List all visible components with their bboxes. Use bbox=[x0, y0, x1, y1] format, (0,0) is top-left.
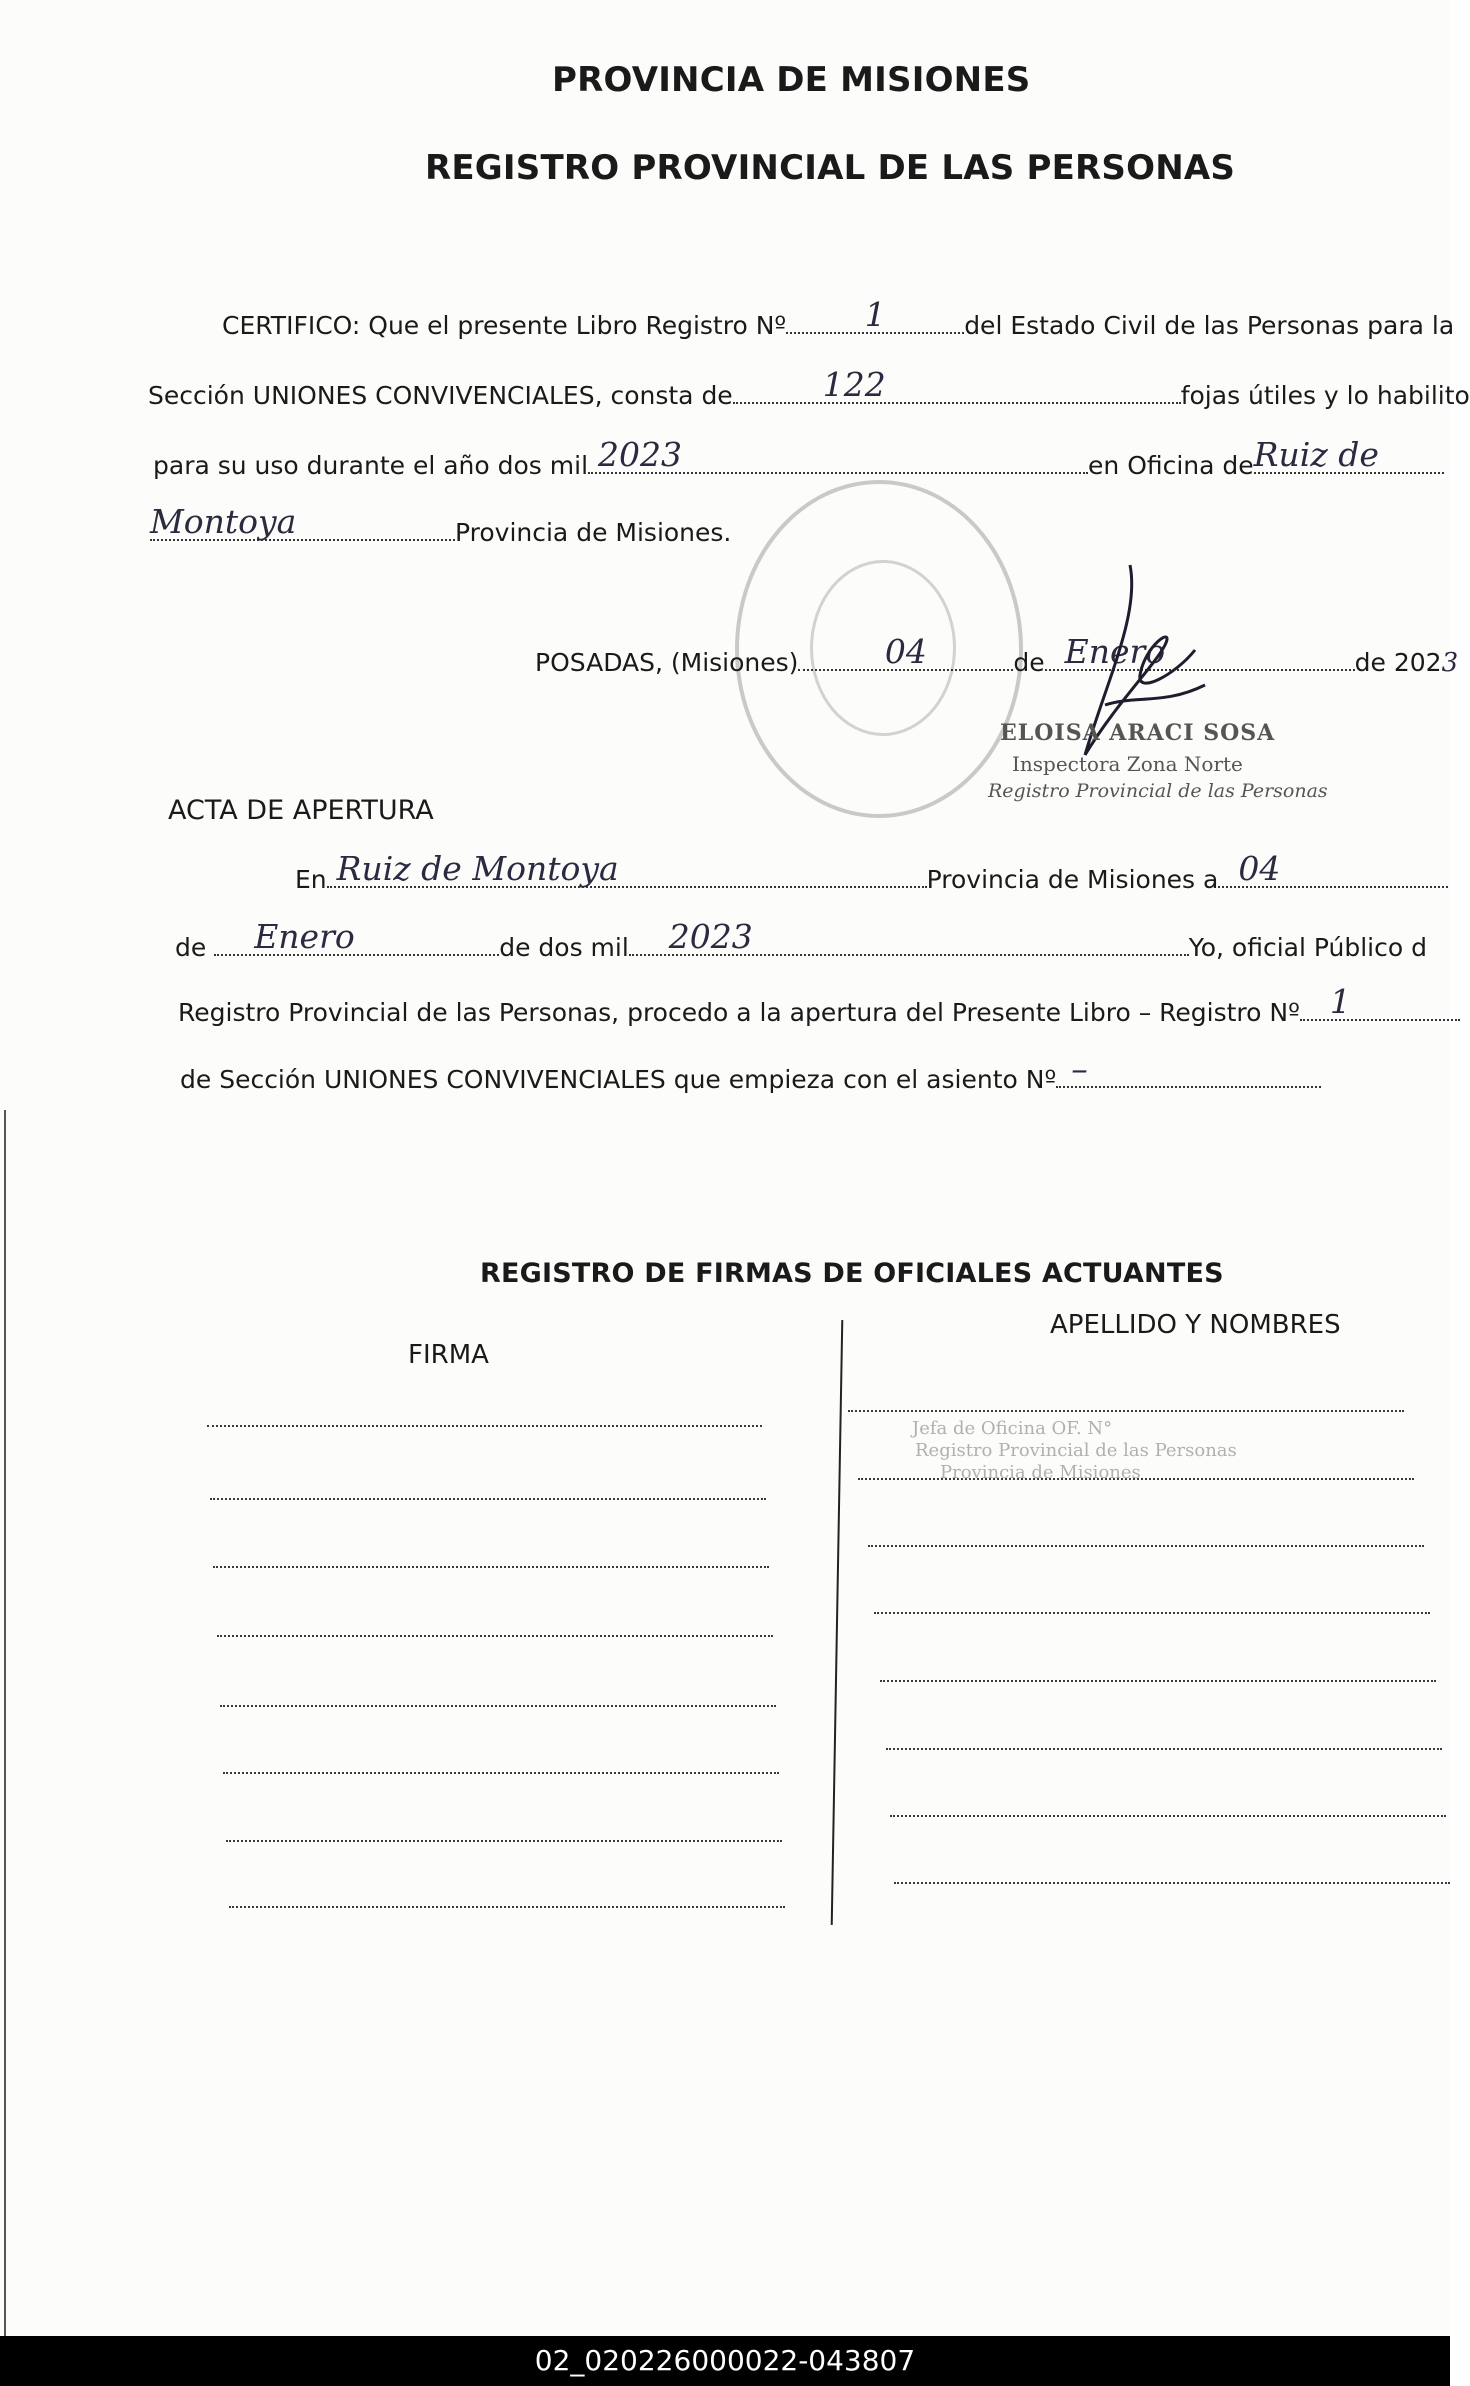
nombre-line bbox=[880, 1680, 1436, 1682]
column-divider bbox=[831, 1320, 844, 1925]
date-line bbox=[535, 632, 1459, 678]
acta-year-field bbox=[629, 917, 1189, 956]
cert-line-2 bbox=[148, 365, 1470, 410]
date-year-value: 3 bbox=[1441, 648, 1459, 678]
firma-line bbox=[229, 1906, 785, 1908]
oficina-value: Ruiz de bbox=[1253, 435, 1379, 474]
firma-line bbox=[213, 1566, 769, 1568]
acta-line-3-text: Registro Provincial de las Personas, procedo a la apertura del Presente Libro – Registro Nº bbox=[178, 998, 1300, 1027]
nombre-line bbox=[868, 1545, 1424, 1547]
scan-footer bbox=[0, 2336, 1450, 2386]
libro-number-field bbox=[786, 295, 964, 334]
cert-line-4 bbox=[150, 502, 732, 547]
faded-stamp-line-3: Provincia de Misiones bbox=[940, 1462, 1141, 1483]
acta-libro-value: 1 bbox=[1329, 982, 1351, 1021]
seal-name: ELOISA ARACI SOSA bbox=[1000, 720, 1276, 746]
acta-asiento-value: – bbox=[1071, 1049, 1088, 1088]
faded-stamp-line-1: Jefa de Oficina OF. N° bbox=[912, 1418, 1113, 1439]
firma-line bbox=[220, 1705, 776, 1707]
acta-place-field bbox=[327, 849, 927, 888]
year-value: 2023 bbox=[598, 435, 682, 474]
cert-line-2-tail: fojas útiles y lo habilito bbox=[1180, 381, 1470, 410]
cert-line-1 bbox=[222, 295, 1455, 340]
page-edge bbox=[4, 1110, 6, 2336]
cert-line-2-text: Sección UNIONES CONVIVENCIALES, consta de bbox=[148, 381, 733, 410]
acta-day-field bbox=[1218, 849, 1448, 888]
fojas-value: 122 bbox=[822, 365, 886, 404]
col-firma: FIRMA bbox=[408, 1340, 489, 1370]
nombre-line bbox=[874, 1612, 1430, 1614]
oficina-field bbox=[1253, 435, 1444, 474]
date-day-value: 04 bbox=[884, 632, 927, 671]
acta-line-1-text: Provincia de Misiones a bbox=[926, 865, 1219, 894]
cert-line-3-tail: en Oficina de bbox=[1088, 451, 1254, 480]
scan-code: 02_020226000022-043807 bbox=[534, 2344, 916, 2377]
cert-line-1-text: CERTIFICO: Que el presente Libro Registro Nº bbox=[222, 311, 787, 340]
date-month-value: Enero bbox=[1064, 632, 1166, 671]
acta-line-1 bbox=[295, 849, 1448, 894]
acta-line-1-en: En bbox=[295, 865, 327, 894]
oficina-cont-value: Montoya bbox=[150, 502, 297, 541]
nombre-line bbox=[894, 1882, 1450, 1884]
seal-title: Inspectora Zona Norte bbox=[1012, 752, 1243, 776]
firma-line bbox=[226, 1840, 782, 1842]
oficina-cont-field bbox=[150, 502, 455, 541]
firma-line bbox=[223, 1772, 779, 1774]
acta-line-2-tail: Yo, oficial Público d bbox=[1188, 933, 1427, 962]
acta-heading: ACTA DE APERTURA bbox=[168, 795, 434, 826]
acta-line-2-text: de dos mil bbox=[499, 933, 629, 962]
firma-line bbox=[210, 1498, 766, 1500]
header-province: PROVINCIA DE MISIONES bbox=[552, 60, 1031, 100]
faded-stamp-line-2: Registro Provincial de las Personas bbox=[915, 1440, 1237, 1461]
acta-year-value: 2023 bbox=[668, 917, 753, 956]
acta-month-value: Enero bbox=[254, 917, 355, 956]
acta-line-2 bbox=[175, 917, 1427, 962]
cert-line-4-tail: Provincia de Misiones. bbox=[455, 518, 732, 547]
acta-line-3 bbox=[178, 982, 1460, 1027]
nombre-line bbox=[890, 1815, 1446, 1817]
date-year-label: de 202 bbox=[1354, 648, 1442, 677]
acta-place-value: Ruiz de Montoya bbox=[336, 849, 619, 888]
nombre-line bbox=[886, 1748, 1442, 1750]
acta-day-value: 04 bbox=[1238, 849, 1281, 888]
seal-org: Registro Provincial de las Personas bbox=[988, 780, 1328, 802]
date-de: de bbox=[1013, 648, 1045, 677]
cert-line-3 bbox=[153, 435, 1444, 480]
signatures-heading: REGISTRO DE FIRMAS DE OFICIALES ACTUANTES bbox=[480, 1258, 1224, 1289]
firma-line bbox=[217, 1635, 773, 1637]
libro-number-value: 1 bbox=[864, 295, 886, 334]
firma-line bbox=[207, 1425, 762, 1427]
acta-asiento-field bbox=[1056, 1049, 1321, 1088]
acta-line-4-text: de Sección UNIONES CONVIVENCIALES que empieza con el asiento Nº bbox=[180, 1065, 1057, 1094]
year-field bbox=[588, 435, 1088, 474]
cert-line-1-tail: del Estado Civil de las Personas para la bbox=[964, 311, 1455, 340]
header-registry: REGISTRO PROVINCIAL DE LAS PERSONAS bbox=[425, 148, 1236, 188]
cert-line-3-text: para su uso durante el año dos mil bbox=[153, 451, 589, 480]
acta-libro-field bbox=[1300, 982, 1460, 1021]
date-day-field bbox=[798, 632, 1013, 671]
col-apellido-nombres: APELLIDO Y NOMBRES bbox=[1050, 1310, 1341, 1340]
acta-line-4 bbox=[180, 1049, 1321, 1094]
date-place: POSADAS, (Misiones) bbox=[535, 648, 799, 677]
acta-line-2-de: de bbox=[175, 933, 207, 962]
nombre-line bbox=[848, 1410, 1404, 1412]
acta-month-field bbox=[214, 917, 499, 956]
fojas-field bbox=[733, 365, 1181, 404]
